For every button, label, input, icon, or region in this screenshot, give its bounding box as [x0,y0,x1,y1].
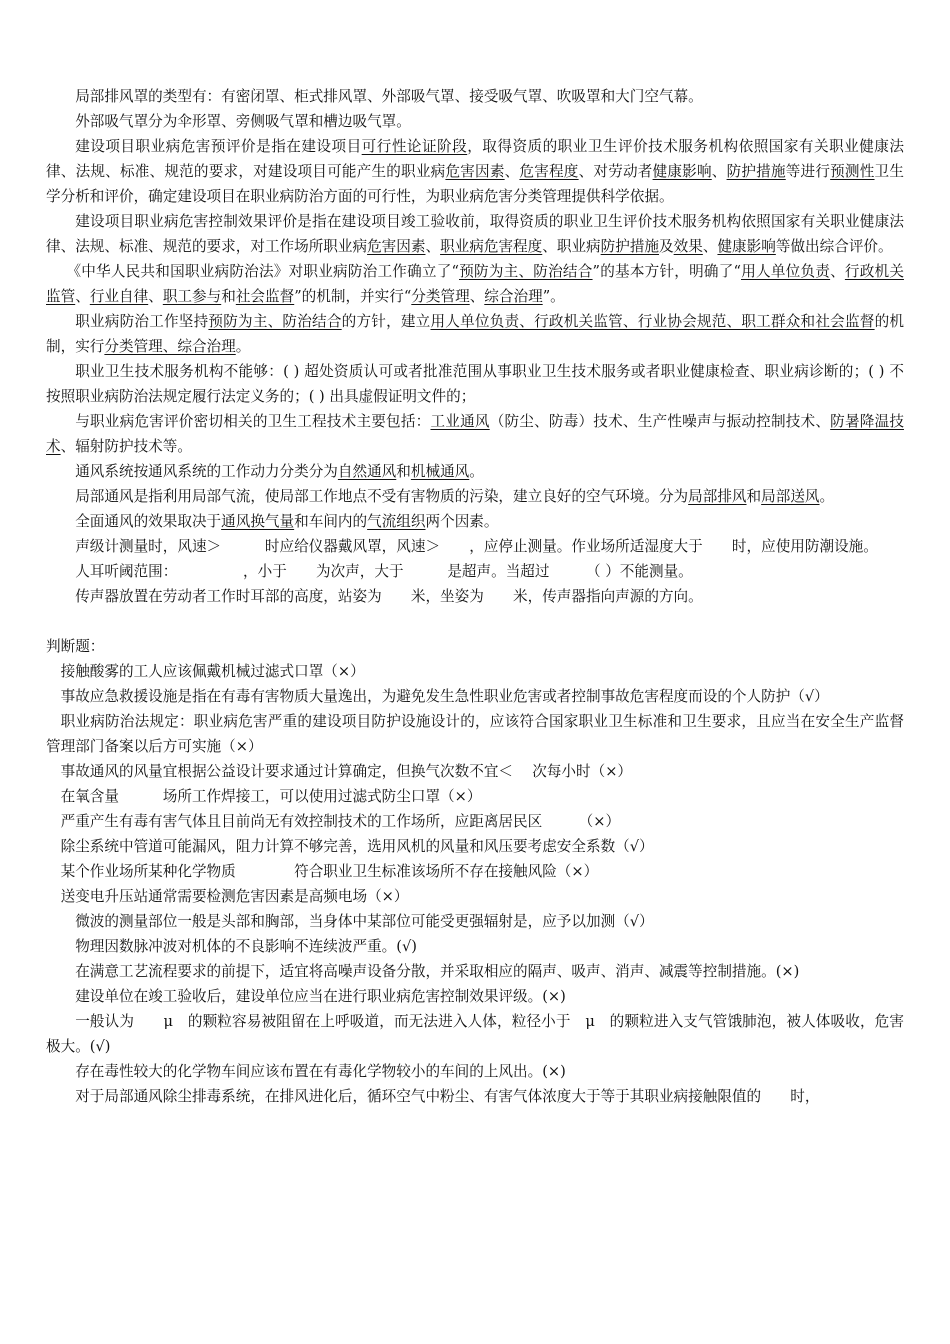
paragraph [46,584,904,609]
judgment-item: 物理因数脉冲波对机体的不良影响不连续波严重。(√) [75,938,417,955]
answer-underlined: 防暑降温技术 [46,413,904,455]
text-segment: 、 [504,163,520,180]
text-segment: 的方针，建立 [341,313,431,330]
paragraph [46,109,904,134]
text-segment: 全面通风的效果取决于 [75,513,222,530]
text-segment: 局部通风是指利用局部气流，使局部工作地点不受有害物质的污染，建立良好的空气环境。分为 [75,488,689,505]
answer-underlined: 危害因素 [367,238,426,255]
text-segment: 和 [221,288,236,305]
text-segment: 、 [702,238,718,255]
judgment-item: 微波的测量部位一般是头部和胸部，当身体中某部位可能受更强辐射是，应予以加测（√） [75,913,654,930]
text-segment: 建设项目职业病危害控制效果评价是指在建设项目竣工验收前，取得资质的职业卫生评价技术服务机构依照国家有关职业健康法律、法规、标准、规范的要求，对工作场所职业病 [46,213,904,255]
text-segment: 外部吸气罩分为伞形罩、旁侧吸气罩和槽边吸气罩。 [75,113,411,130]
paragraph [46,534,904,559]
judgment-item: 在满意工艺流程要求的前提下，适宜将高噪声设备分散，并采取相应的隔声、吸声、消声、减震等控制措施。(×) [75,963,800,980]
judgment-item: 除尘系统中管道可能漏风，阻力计算不够完善，选用风机的风量和风压要考虑安全系数（√） [60,838,654,855]
text-segment: 和 [396,463,411,480]
text-segment: 通风系统按通风系统的工作动力分类分为 [75,463,338,480]
text-segment: 传声器放置在劳动者工作时耳部的高度，站姿为 米，坐姿为 米，传声器指向声源的方向。 [75,588,703,605]
text-segment: 、对劳动者 [578,163,653,180]
text-segment: 职业病防治工作坚持 [75,313,209,330]
text-segment: 职业卫生技术服务机构不能够：( ) 超处资质认可或者批准范围从事职业卫生技术服务或者职业健康检查、职业病诊断的；( ) 不按照职业病防治法规定履行法定义务的；( ) 出具虚假证明文件的； [46,363,904,405]
text-segment: 建设项目职业病危害预评价是指在建设项目 [75,138,362,155]
answer-underlined: 工业通风 [430,413,490,430]
paragraph [46,134,904,209]
judgment-item: 某个作业场所某种化学物质 符合职业卫生标准该场所不存在接触风险（×） [60,863,599,880]
text-segment: ”的机制，并实行“ [294,288,412,305]
judgment-item: 一般认为 μ 的颗粒容易被阻留在上呼吸道，而无法进入人体，粒径小于 μ 的颗粒进入支气管饿肺泡，被人体吸收，危害极大。(√) [46,1013,904,1055]
answer-underlined: 职工参与 [162,288,222,305]
text-segment: 、 [425,238,441,255]
text-segment: 的机制，实行 [46,313,904,355]
text-segment: 。 [469,463,484,480]
answer-underlined: 防护措施 [726,163,786,180]
answer-underlined: 行业自律 [89,288,149,305]
judgment-item: 事故通风的风量宜根据公益设计要求通过计算确定，但换气次数不宜＜ 次每小时（×） [60,763,633,780]
paragraph [46,309,904,359]
text-segment: 及 [659,238,674,255]
paragraph [46,259,904,309]
answer-underlined: 机械通风 [410,463,470,480]
judgment-item: 严重产生有毒有害气体且目前尚无有效控制技术的工作场所，应距离居民区 （×） [60,813,621,830]
paragraph [46,84,904,109]
text-segment: 、辐射防护技术等。 [60,438,192,455]
answer-underlined: 效果 [673,238,703,255]
answer-underlined: 危害程度 [519,163,579,180]
text-segment: 、职业病 [542,238,601,255]
text-segment: ，取得资质的职业卫生评价技术服务机构依照国家有关职业健康法律、法规、标准、规范的要求，对建设项目可能产生的职业病 [46,138,904,180]
answer-underlined: 通风换气量 [221,513,295,530]
answer-underlined: 预防为主、防治结合 [459,263,593,280]
text-segment: 、 [711,163,727,180]
text-segment: 、 [148,288,163,305]
fill-in-section [46,84,904,609]
text-segment: 卫生学分析和评价，确定建设项目在职业病防治方面的可行性，为职业病危害分类管理提供科学依据。 [46,163,904,205]
answer-underlined: 危害因素 [445,163,505,180]
paragraph [46,409,904,459]
spacer [46,609,904,634]
judgment-item: 送变电升压站通常需要检测危害因素是高频电场（×） [60,888,409,905]
paragraph [46,209,904,259]
answer-underlined: 分类管理、综合治理 [104,338,236,355]
answer-underlined: 预防为主、防治结合 [208,313,342,330]
answer-underlined: 职业病危害程度 [440,238,543,255]
paragraph [46,559,904,584]
judgment-item: 职业病防治法规定：职业病危害严重的建设项目防护设施设计的，应该符合国家职业卫生标准和卫生要求，且应当在安全生产监督管理部门备案以后方可实施（×） [46,713,904,755]
text-segment: 和 [746,488,762,505]
text-segment: 声级计测量时，风速＞ 时应给仪器戴风罩，风速＞ ，应停止测量。作业场所适湿度大于 时，应使用防潮设施。 [75,538,878,555]
answer-underlined: 局部排风 [688,488,747,505]
answer-underlined: 用人单位负责 [741,263,831,280]
answer-underlined: 可行性论证阶段 [361,138,468,155]
text-segment: 局部排风罩的类型有：有密闭罩、柜式排风罩、外部吸气罩、接受吸气罩、吹吸罩和大门空气幕。 [75,88,703,105]
answer-underlined: 预测性 [830,163,875,180]
judgment-section [46,659,904,1109]
text-segment: 等进行 [785,163,831,180]
answer-underlined: 健康影响 [652,163,712,180]
answer-underlined: 防护措施 [600,238,660,255]
text-segment: 、 [830,263,845,280]
paragraph [46,484,904,509]
paragraph [46,359,904,409]
text-segment: 。 [819,488,835,505]
answer-underlined: 气流组织 [367,513,426,530]
text-segment: 人耳听阈范围： ，小于 为次声，大于 是超声。当超过 （ ）不能测量。 [75,563,693,580]
judgment-heading: 判断题： [46,638,105,655]
answer-underlined: 局部送风 [761,488,820,505]
text-segment: ”。 [542,288,565,305]
judgment-item: 接触酸雾的工人应该佩戴机械过滤式口罩（×） [60,663,365,680]
text-segment: 与职业病危害评价密切相关的卫生工程技术主要包括： [75,413,431,430]
text-segment: 两个因素。 [425,513,499,530]
answer-underlined: 健康影响 [717,238,776,255]
judgment-item: 在氧含量 场所工作焊接工，可以使用过滤式防尘口罩（×） [60,788,482,805]
text-segment: 、 [469,288,485,305]
text-segment: ”的基本方针，明确了“ [592,263,741,280]
judgment-item: 对于局部通风除尘排毒系统，在排风进化后，循环空气中粉尘、有害气体浓度大于等于其职业病接触限值的 时， [75,1088,820,1105]
text-segment: 《中华人民共和国职业病防治法》对职业病防治工作确立了“ [66,263,460,280]
paragraph [46,509,904,534]
text-segment: （防尘、防毒）技术、生产性噪声与振动控制技术、 [489,413,831,430]
answer-underlined: 社会监督 [235,288,295,305]
answer-underlined: 分类管理 [411,288,470,305]
text-segment: 。 [235,338,251,355]
answer-underlined: 用人单位负责、行政机关监管、行业协会规范、职工群众和社会监督 [430,313,875,330]
answer-underlined: 自然通风 [337,463,397,480]
answer-underlined: 综合治理 [484,288,543,305]
judgment-item: 事故应急救援设施是指在有毒有害物质大量逸出，为避免发生急性职业危害或者控制事故危害程度而设的个人防护（√） [60,688,829,705]
paragraph [46,459,904,484]
text-segment: 和车间内的 [294,513,368,530]
text-segment: 等做出综合评价。 [775,238,893,255]
judgment-item: 存在毒性较大的化学物车间应该布置在有毒化学物较小的车间的上风出。(×) [75,1063,566,1080]
answer-underlined: 行政机关监管 [46,263,904,305]
judgment-item: 建设单位在竣工验收后，建设单位应当在进行职业病危害控制效果评级。(×) [75,988,566,1005]
text-segment: 、 [75,288,90,305]
